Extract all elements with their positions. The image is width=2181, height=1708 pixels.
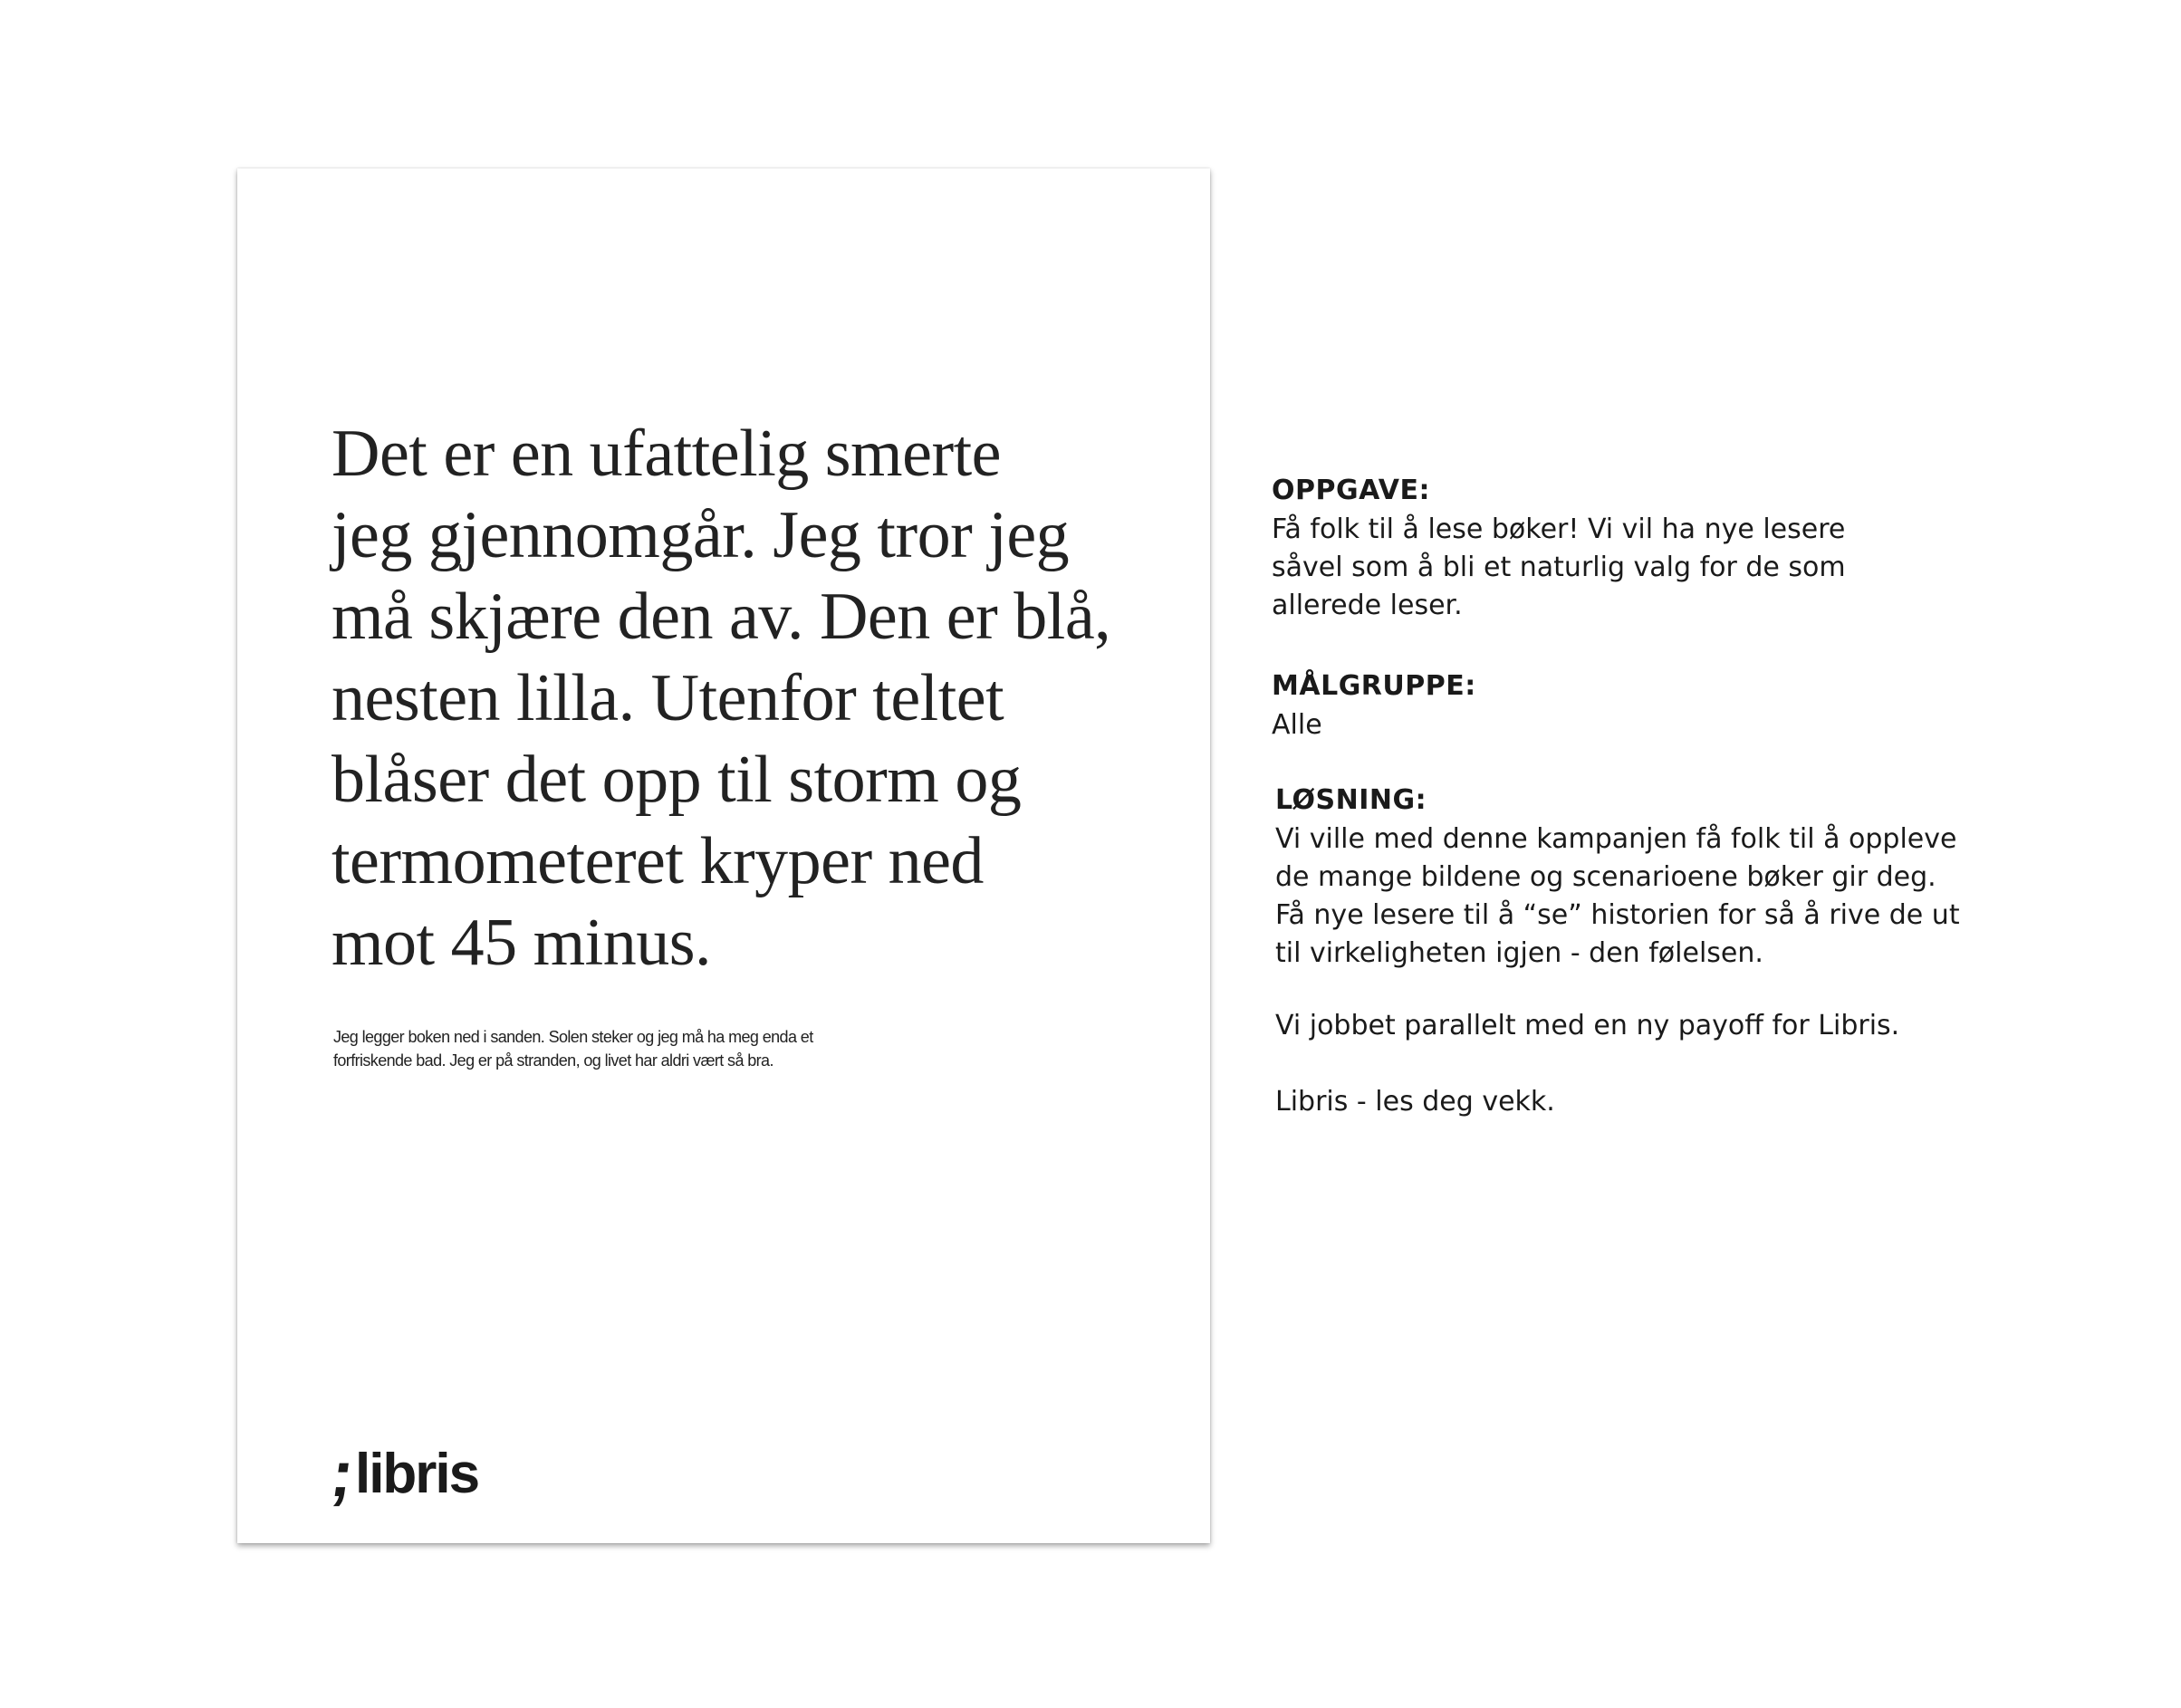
headline-line: blåser det opp til storm og (331, 743, 1022, 817)
solution-line: Få nye lesere til å “se” historien for så å rive de ut (1275, 899, 1960, 931)
headline-line: nesten lilla. Utenfor teltet (331, 661, 1004, 735)
libris-logo (326, 1425, 479, 1511)
brief-parallel-note (1275, 1007, 1899, 1045)
libris-logo-mark: ; (326, 1438, 359, 1511)
task-line: allerede leser. (1272, 590, 1463, 621)
parallel-text: Vi jobbet parallelt med en ny payoff for Libris. (1275, 1010, 1900, 1041)
headline-line: må skjære den av. Den er blå, (331, 580, 1111, 654)
solution-heading: LØSNING: (1275, 784, 1427, 816)
brief-task-section (1272, 471, 1846, 625)
solution-line: Vi ville med denne kampanjen få folk til å oppleve (1275, 823, 1957, 855)
body-line: Jeg legger boken ned i sanden. Solen steker og jeg må ha meg enda et (333, 1028, 813, 1046)
brief-target-section (1272, 667, 1476, 744)
solution-line: de mange bildene og scenarioene bøker gir deg. (1275, 861, 1936, 893)
ad-poster (237, 168, 1210, 1543)
headline-line: mot 45 minus. (331, 906, 712, 980)
body-line: forfriskende bad. Jeg er på stranden, og livet har aldri vært så bra. (333, 1051, 773, 1070)
task-line: såvel som å bli et naturlig valg for de som (1272, 552, 1846, 583)
task-line: Få folk til å lese bøker! Vi vil ha nye lesere (1272, 513, 1846, 545)
headline-line: jeg gjennomgår. Jeg tror jeg (331, 498, 1070, 572)
target-line: Alle (1272, 709, 1322, 741)
poster-body-copy (333, 1025, 913, 1072)
headline-line: Det er en ufattelig smerte (331, 417, 1001, 491)
libris-logo-text: libris (354, 1443, 479, 1505)
solution-line: til virkeligheten igjen - den følelsen. (1275, 937, 1763, 969)
headline-line: termometeret kryper ned (331, 824, 984, 898)
payoff-text: Libris - les deg vekk. (1275, 1086, 1555, 1118)
task-heading: OPPGAVE: (1272, 475, 1430, 506)
brief-payoff (1275, 1083, 1555, 1121)
target-heading: MÅLGRUPPE: (1272, 670, 1476, 702)
poster-headline (331, 413, 1165, 984)
brief-solution-section (1275, 781, 1960, 973)
